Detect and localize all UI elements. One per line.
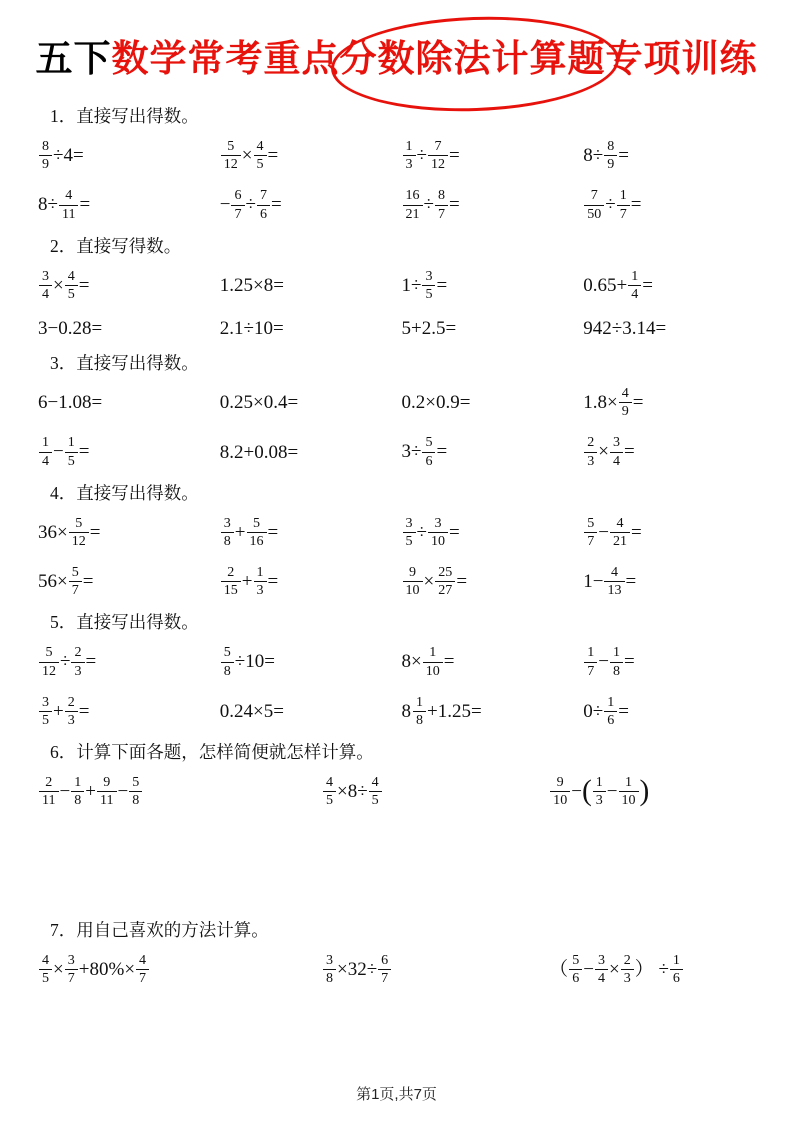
math-problem: 1.25×8= [219,274,284,296]
fraction: $\frac{4}{21}$ [610,516,630,549]
fraction: $\frac{4}{5}$ [369,775,382,808]
fraction: $\frac{4}{5}$ [254,139,267,172]
math-problem: $\frac{3}{4}$ × $\frac{4}{5}$ = [38,270,220,303]
math-problem: $\frac{7}{50}$ ÷ $\frac{1}{7}$ = [583,189,765,222]
problem-section [38,351,765,470]
math-problem: 1.8× $\frac{4}{9}$ = [583,384,644,420]
title-main: 数学常考重点分数除法计算题专项训练 [111,38,758,79]
fraction: $\frac{4}{13}$ [604,565,624,598]
fraction: $\frac{1}{7}$ [617,188,630,221]
math-problem: 8 $\frac{1}{8}$ +1.25= [401,693,482,729]
fraction: $\frac{2}{3}$ [621,953,634,986]
fraction: $\frac{1}{6}$ [604,695,617,728]
problems-grid [38,514,765,600]
fraction: $\frac{3}{7}$ [65,953,78,986]
math-problem: $\frac{16}{21}$ ÷ $\frac{8}{7}$ = [402,189,584,222]
fraction: $\frac{1}{3}$ [403,139,416,172]
fraction: $\frac{1}{6}$ [670,953,683,986]
math-problem: 0÷ $\frac{1}{6}$ = [583,693,629,729]
math-problem: $\frac{2}{11}$ − $\frac{1}{8}$ + $\frac{9}{11}$ − $\frac{5}{8}$ [38,776,322,809]
math-problem: 8÷ $\frac{4}{11}$ = [38,187,91,222]
fraction: $\frac{9}{10}$ [550,775,570,808]
fraction: $\frac{4}{5}$ [323,775,336,808]
math-problem: $\frac{3}{8}$ + $\frac{5}{16}$ = [220,517,402,550]
fraction: $\frac{8}{9}$ [604,139,617,172]
fraction: $\frac{1}{10}$ [423,645,443,678]
fraction: $\frac{2}{3}$ [65,695,78,728]
fraction: $\frac{1}{3}$ [254,565,267,598]
fraction: $\frac{7}{6}$ [257,188,270,221]
math-problem: 8÷ $\frac{8}{9}$ = [583,137,629,173]
math-problem: 6−1.08= [38,392,103,414]
fraction: $\frac{3}{4}$ [610,435,623,468]
fraction: $\frac{5}{7}$ [584,516,597,549]
math-problem: − $\frac{6}{7}$ ÷ $\frac{7}{6}$ = [219,187,282,222]
problem-section [38,918,765,987]
fraction: $\frac{5}{6}$ [569,953,582,986]
fraction: $\frac{4}{5}$ [39,953,52,986]
problem-section [38,740,765,809]
math-problem: $\frac{1}{7}$ − $\frac{1}{8}$ = [583,646,765,679]
fraction: $\frac{2}{15}$ [221,565,241,598]
problems-grid [38,776,765,809]
fraction: $\frac{6}{7}$ [231,188,244,221]
sections [0,84,793,987]
math-problem: $\frac{1}{3}$ ÷ $\frac{7}{12}$ = [402,140,584,173]
fraction: $\frac{5}{12}$ [39,645,59,678]
fraction: $\frac{3}{4}$ [595,953,608,986]
math-problem: 2.1÷10= [219,318,284,340]
math-problem: $\frac{2}{15}$ + $\frac{1}{3}$ = [220,566,402,599]
fraction: $\frac{5}{8}$ [129,775,142,808]
math-problem: $\frac{8}{9}$ ÷4= [38,140,220,173]
fraction: $\frac{25}{27}$ [435,565,455,598]
fraction: $\frac{2}{11}$ [39,775,59,808]
fraction: $\frac{1}{4}$ [39,435,52,468]
fraction: $\frac{5}{16}$ [247,516,267,549]
math-problem: $\frac{2}{3}$ × $\frac{3}{4}$ = [583,436,765,469]
math-problem: $\frac{1}{4}$ − $\frac{1}{5}$ = [38,436,220,469]
section-heading: 4．直接写出得数。 [50,482,199,503]
title-prefix: 五下 [35,38,112,79]
fraction: $\frac{7}{12}$ [428,139,448,172]
math-problem: 942÷3.14= [583,318,667,340]
section-heading: 2．直接写得数。 [50,235,182,256]
fraction: $\frac{5}{7}$ [69,565,82,598]
math-problem: $\frac{5}{12}$ ÷ $\frac{2}{3}$ = [38,646,220,679]
math-problem: $\frac{4}{5}$ ×8÷ $\frac{4}{5}$ [322,776,549,809]
math-problem: 3−0.28= [38,318,103,340]
fraction: $\frac{5}{12}$ [221,139,241,172]
fraction: $\frac{2}{3}$ [584,435,597,468]
fraction: $\frac{2}{3}$ [71,645,84,678]
math-problem: $\frac{5}{12}$ × $\frac{4}{5}$ = [220,140,402,173]
math-problem: $\frac{3}{5}$ + $\frac{2}{3}$ = [38,696,220,729]
math-problem: 0.65+ $\frac{1}{4}$ = [583,267,653,302]
math-problem: $\frac{5}{7}$ − $\frac{4}{21}$ = [583,517,765,550]
fraction: $\frac{4}{9}$ [619,386,632,419]
math-problem: 0.2×0.9= [401,392,471,414]
math-problem: 56× $\frac{5}{7}$ = [38,564,94,599]
math-problem: $\frac{4}{5}$ × $\frac{3}{7}$ +80%× $\frac{4}{7}$ [38,954,322,987]
section-heading: 3．直接写出得数。 [50,352,199,373]
fraction: $\frac{4}{11}$ [59,188,79,221]
problems-grid [38,951,765,987]
fraction: $\frac{4}{5}$ [65,269,78,302]
math-problem: 5+2.5= [401,318,457,340]
section-heading: 7．用自己喜欢的方法计算。 [50,919,269,940]
math-problem: 8× $\frac{1}{10}$ = [401,644,455,679]
fraction: $\frac{1}{10}$ [619,775,639,808]
fraction: $\frac{8}{9}$ [39,139,52,172]
math-problem: $\frac{9}{10}$ −( $\frac{1}{3}$ − $\frac{1}{10}$ ) [549,776,765,809]
math-problem: $\frac{9}{10}$ × $\frac{25}{27}$ = [402,566,584,599]
math-problem: （ $\frac{5}{6}$ − $\frac{3}{4}$ × $\frac{2}{3}$ ） ÷ $\frac{1}{6}$ [549,954,765,987]
math-problem: 3÷ $\frac{5}{6}$ = [401,434,448,469]
fraction: $\frac{9}{11}$ [97,775,117,808]
fraction: $\frac{16}{21}$ [403,188,423,221]
math-problem: 8.2+0.08= [219,441,299,463]
math-problem: $\frac{5}{8}$ ÷10= [220,646,402,679]
page-number-footer: 第1页,共7页 [356,1086,437,1103]
math-problem: 36× $\frac{5}{12}$ = [38,514,101,549]
fraction: $\frac{5}{8}$ [221,645,234,678]
fraction: $\frac{3}{8}$ [323,953,336,986]
fraction: $\frac{9}{10}$ [403,565,423,598]
math-problem: 1÷ $\frac{3}{5}$ = [401,267,448,302]
math-problem: $\frac{3}{5}$ ÷ $\frac{3}{10}$ = [402,517,584,550]
math-problem: 0.25×0.4= [219,392,299,414]
problems-grid [38,646,765,729]
problem-section [38,104,765,223]
problems-grid [38,267,765,340]
fraction: $\frac{3}{10}$ [428,516,448,549]
fraction: $\frac{1}{4}$ [628,269,641,302]
problem-section [38,610,765,729]
fraction: $\frac{4}{7}$ [136,953,149,986]
fraction: $\frac{5}{12}$ [69,516,89,549]
fraction: $\frac{3}{8}$ [221,516,234,549]
fraction: $\frac{3}{5}$ [403,516,416,549]
fraction: $\frac{7}{50}$ [584,188,604,221]
fraction: $\frac{8}{7}$ [435,188,448,221]
math-problem: 1− $\frac{4}{13}$ = [583,564,637,599]
fraction: $\frac{1}{5}$ [65,435,78,468]
fraction: $\frac{1}{3}$ [593,775,606,808]
fraction: $\frac{6}{7}$ [378,953,391,986]
problems-grid [38,137,765,223]
fraction: $\frac{1}{8}$ [610,645,623,678]
fraction: $\frac{1}{8}$ [413,695,426,728]
math-problem: $\frac{3}{8}$ ×32÷ $\frac{6}{7}$ [322,954,549,987]
problem-section [38,234,765,340]
problem-section [38,481,765,600]
problems-grid [38,384,765,470]
section-heading: 6．计算下面各题，怎样简便就怎样计算。 [50,742,374,763]
section-heading: 5．直接写出得数。 [50,612,199,633]
fraction: $\frac{1}{7}$ [584,645,597,678]
fraction: $\frac{3}{5}$ [422,269,435,302]
page-title [0,0,793,84]
section-heading: 1．直接写出得数。 [50,105,199,126]
fraction: $\frac{3}{5}$ [39,695,52,728]
math-problem: 0.24×5= [219,701,284,723]
fraction: $\frac{1}{8}$ [71,775,84,808]
fraction: $\frac{3}{4}$ [39,269,52,302]
fraction: $\frac{5}{6}$ [422,435,435,468]
